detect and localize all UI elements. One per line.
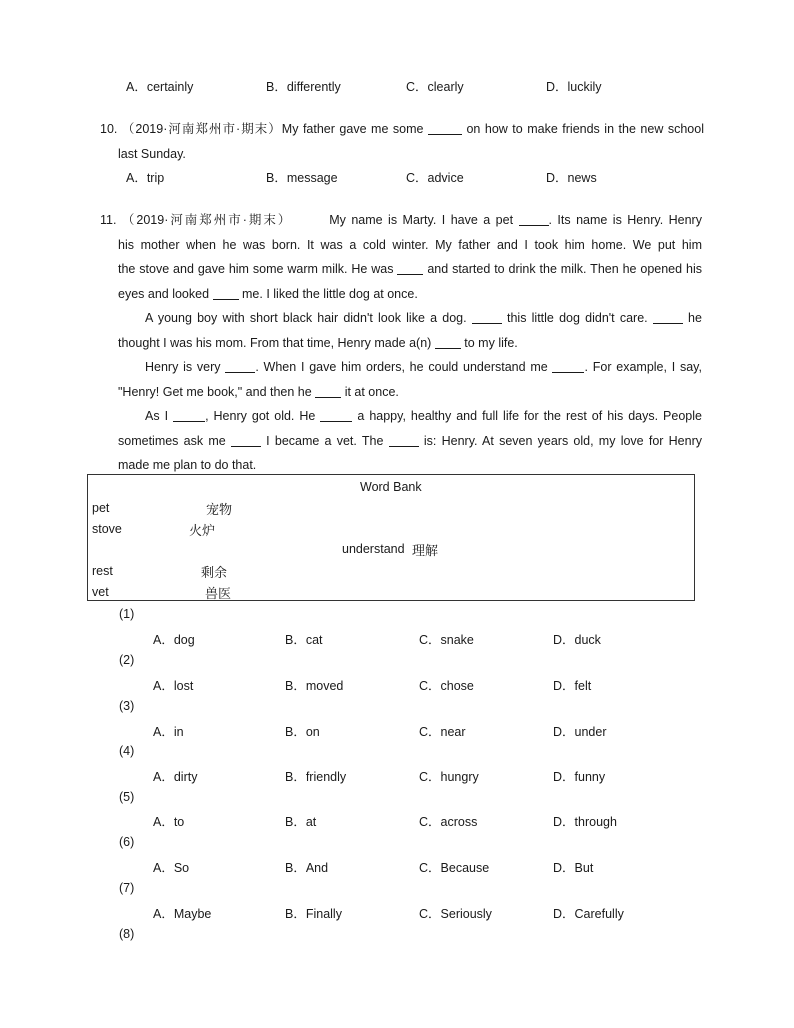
option-d[interactable]: D．through (553, 815, 617, 829)
q11-p1-text: me. I liked the little dog at once. (242, 286, 418, 301)
q11-p3-text: . For example, I say, (584, 360, 702, 374)
option-b[interactable]: B．friendly (285, 770, 347, 784)
subq-options (0, 812, 794, 830)
blank-6 (653, 309, 683, 324)
subq-number: (1) (119, 607, 135, 621)
option-b[interactable]: B．at (285, 815, 317, 829)
option-a[interactable]: A．So (153, 861, 190, 875)
q11-p1-text: My name is Marty. I have a pet (329, 213, 514, 227)
subq-options (0, 722, 794, 740)
q11-p1-text: the stove and gave him some warm milk. He was (118, 262, 394, 276)
option-d[interactable]: D．Carefully (553, 907, 624, 921)
q11-p2-text: he (688, 311, 702, 325)
subq-number: (6) (119, 835, 135, 849)
option-b[interactable]: B．on (285, 725, 320, 739)
option-b[interactable]: B．cat (285, 633, 323, 647)
option-d[interactable]: D．duck (553, 633, 601, 647)
q9-option-a[interactable]: A．certainly (126, 80, 194, 94)
word-bank-zh: 理解 (412, 544, 439, 559)
q11-p3-text: it at once. (344, 384, 399, 399)
word-bank-title: Word Bank (360, 480, 422, 494)
subq-number: (3) (119, 699, 135, 713)
option-b[interactable]: B．And (285, 861, 329, 875)
blank-5 (472, 309, 502, 324)
q11-p3-text: . When I gave him orders, he could understand me (255, 360, 548, 374)
q11-p1-text: . Its name is Henry. Henry (548, 213, 702, 227)
subq-options (0, 676, 794, 694)
q10-option-d[interactable]: D．news (546, 171, 597, 185)
blank-10 (315, 383, 341, 398)
option-a[interactable]: A．dirty (153, 770, 198, 784)
word-bank-en: understand (342, 542, 405, 556)
blank-14 (389, 432, 419, 447)
blank-9 (552, 358, 584, 373)
blank-4 (213, 285, 239, 300)
option-a[interactable]: A．to (153, 815, 185, 829)
option-c[interactable]: C．hungry (419, 770, 479, 784)
q11-p2-text: to my life. (464, 335, 518, 350)
blank-11 (173, 407, 205, 422)
option-a[interactable]: A．lost (153, 679, 194, 693)
option-c[interactable]: C．snake (419, 633, 474, 647)
option-c[interactable]: C．near (419, 725, 466, 739)
q11-p3-text: "Henry! Get me book," and then he (118, 384, 312, 399)
blank-7 (435, 334, 461, 349)
q9-options (0, 77, 794, 95)
option-d[interactable]: D．But (553, 861, 594, 875)
q11-header: 11. （2019·河南郑州市·期末） (100, 213, 293, 227)
q11-passage (100, 208, 702, 478)
q11-p3-text: Henry is very (145, 360, 221, 374)
word-bank-en: stove (92, 522, 122, 536)
q10-option-c[interactable]: C．advice (406, 171, 464, 185)
option-a[interactable]: A．Maybe (153, 907, 212, 921)
q11-p4-text: , Henry got old. He (205, 409, 316, 423)
word-bank (87, 474, 695, 601)
subq-number: (5) (119, 790, 135, 804)
blank-1 (519, 211, 549, 226)
word-bank-zh: 火炉 (189, 524, 216, 539)
q11-p4-text: I became a vet. The (266, 433, 384, 448)
option-a[interactable]: A．in (153, 725, 184, 739)
q11-p1-text: his mother when he was born. It was a cold winter. My father and I took him home. We put him (118, 237, 702, 252)
option-a[interactable]: A．dog (153, 633, 195, 647)
q10-stem-part2: on how to make friends in the new school (466, 122, 704, 136)
option-d[interactable]: D．funny (553, 770, 606, 784)
q10-option-b[interactable]: B．message (266, 171, 338, 185)
q11-p2-text: A young boy with short black hair didn't look like a dog. (145, 311, 467, 325)
option-b[interactable]: B．Finally (285, 907, 342, 921)
subq-number: (4) (119, 744, 135, 758)
q10-blank (428, 120, 462, 135)
q9-option-b[interactable]: B．differently (266, 80, 341, 94)
q9-option-d[interactable]: D．luckily (546, 80, 602, 94)
word-bank-en: pet (92, 501, 110, 515)
subq-number: (8) (119, 927, 135, 941)
blank-13 (231, 432, 261, 447)
option-b[interactable]: B．moved (285, 679, 344, 693)
q10-stem-part1: 10. （2019·河南郑州市·期末）My father gave me some (100, 122, 424, 136)
option-d[interactable]: D．felt (553, 679, 592, 693)
subq-number: (7) (119, 881, 135, 895)
option-c[interactable]: C．Because (419, 861, 490, 875)
q11-p1-text: eyes and looked (118, 286, 210, 301)
q11-p4-text: is: Henry. At seven years old, my love for Henry (423, 433, 702, 448)
q11-p2-text: thought I was his mom. From that time, Henry made a(n) (118, 335, 432, 350)
option-c[interactable]: C．Seriously (419, 907, 492, 921)
blank-12 (320, 407, 352, 422)
blank-8 (225, 358, 255, 373)
subq-options (0, 904, 794, 922)
blank-3 (397, 260, 423, 275)
q11-p1-text: and started to drink the milk. Then he opened his (427, 262, 702, 276)
q10-options (0, 168, 794, 186)
word-bank-zh: 宠物 (206, 503, 233, 518)
option-c[interactable]: C．chose (419, 679, 474, 693)
q11-p4-text: As I (145, 409, 169, 423)
q10-option-a[interactable]: A．trip (126, 171, 165, 185)
question-10 (100, 117, 704, 166)
subq-options (0, 767, 794, 785)
q9-option-c[interactable]: C．clearly (406, 80, 464, 94)
q11-p2-text: this little dog didn't care. (507, 311, 648, 325)
subq-number: (2) (119, 653, 135, 667)
q10-stem-line2: last Sunday. (118, 146, 186, 161)
q11-p4-text: made me plan to do that. (118, 458, 257, 472)
word-bank-en: rest (92, 564, 113, 578)
option-d[interactable]: D．under (553, 725, 607, 739)
word-bank-zh: 剩余 (201, 566, 228, 581)
subq-options (0, 858, 794, 876)
q11-p4-text: sometimes ask me (118, 433, 226, 448)
word-bank-en: vet (92, 585, 109, 599)
subq-options (0, 630, 794, 648)
word-bank-zh: 兽医 (205, 587, 232, 602)
option-c[interactable]: C．across (419, 815, 478, 829)
q11-p4-text: a happy, healthy and full life for the rest of his days. People (357, 409, 702, 423)
